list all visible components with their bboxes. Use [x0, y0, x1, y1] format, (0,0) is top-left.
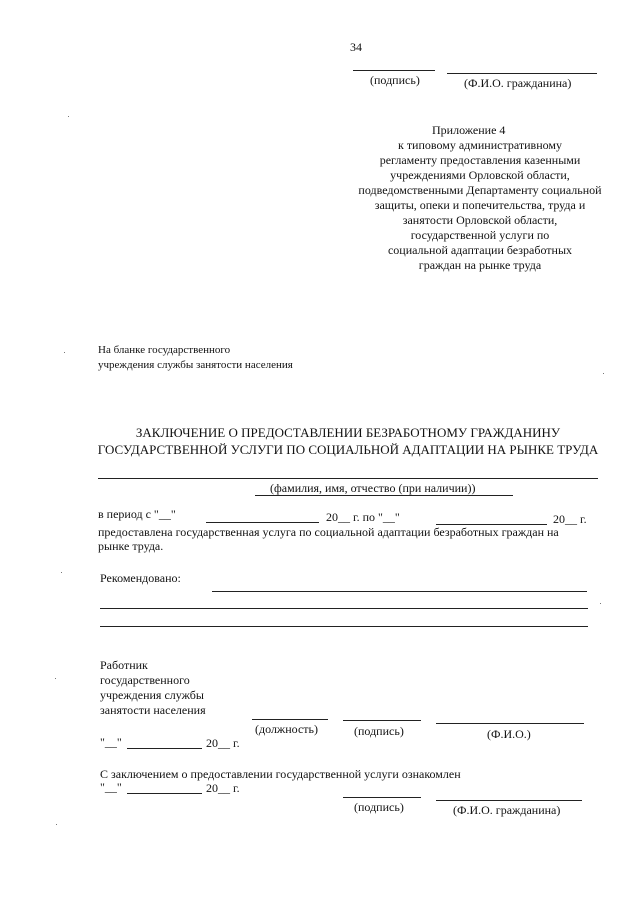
appendix-line: подведомственными Департаменту социальной: [358, 183, 602, 197]
worker-line: Работник: [100, 658, 148, 672]
period-prefix: в период с "__": [98, 507, 176, 521]
acquaintance-date-year: 20__ г.: [206, 781, 240, 795]
recommended-label: Рекомендовано:: [100, 571, 181, 585]
worker-signature-caption: (подпись): [354, 724, 404, 738]
worker-name-line: [436, 723, 584, 724]
title-line: ГОСУДАРСТВЕННОЙ УСЛУГИ ПО СОЦИАЛЬНОЙ АДАПТАЦИИ НА РЫНКЕ ТРУДА: [97, 442, 599, 457]
acquaintance-date-prefix: "__": [100, 780, 122, 794]
worker-line: учреждения службы: [100, 688, 204, 702]
scan-speck: [55, 678, 56, 679]
scan-speck: [603, 373, 604, 374]
worker-name-caption: (Ф.И.О.): [487, 727, 531, 741]
position-line: [252, 719, 328, 720]
scan-speck: [600, 603, 601, 604]
appendix-title: Приложение 4: [432, 123, 506, 137]
name-line: [447, 73, 597, 74]
scan-speck: [61, 572, 62, 573]
appendix-line: учреждениями Орловской области,: [390, 168, 570, 182]
appendix-line: регламенту предоставления казенными: [379, 153, 581, 167]
appendix-line: социальной адаптации безработных: [387, 243, 573, 257]
appendix-line: государственной услуги по: [410, 228, 550, 242]
worker-block: [100, 658, 206, 718]
appendix-line: занятости Орловской области,: [402, 213, 558, 227]
worker-line: государственного: [100, 673, 190, 687]
blank-note: [98, 343, 293, 373]
period-month-from-line: [206, 522, 319, 523]
signature-caption: (подпись): [370, 73, 420, 87]
worker-date-year: 20__ г.: [206, 736, 240, 750]
position-caption: (должность): [255, 722, 318, 736]
fio-caption: (фамилия, имя, отчество (при наличии)): [270, 481, 476, 495]
scan-speck: [64, 352, 65, 353]
period-year-from: 20__ г. по "__": [326, 510, 400, 524]
appendix-line: защиты, опеки и попечительства, труда и: [374, 198, 586, 212]
appendix-line: к типовому административному: [397, 138, 562, 152]
worker-line: занятости населения: [100, 703, 206, 717]
appendix-line: граждан на рынке труда: [418, 258, 542, 272]
acquaintance-signature-caption: (подпись): [354, 800, 404, 814]
recommended-line: [100, 626, 588, 627]
scan-speck: [68, 116, 69, 117]
blank-note-line: На бланке государственного: [98, 344, 231, 356]
worker-signature-line: [343, 720, 421, 721]
appendix-text: [340, 138, 620, 273]
worker-date-prefix: "__": [100, 735, 122, 749]
acquaintance-name-caption: (Ф.И.О. гражданина): [453, 803, 561, 817]
acquaintance-signature-line: [343, 797, 421, 798]
title-line: ЗАКЛЮЧЕНИЕ О ПРЕДОСТАВЛЕНИИ БЕЗРАБОТНОМУ ГРАЖДАНИНУ: [135, 425, 561, 440]
period-text-line: рынке труда.: [98, 539, 164, 553]
document-title: [88, 424, 608, 458]
period-text-line: предоставлена государственная услуга по социальной адаптации безработных граждан на: [98, 525, 559, 539]
acquaintance-name-line: [436, 800, 582, 801]
worker-date-month-line: [127, 748, 202, 749]
fio-caption-underline: [255, 495, 513, 496]
recommended-line: [212, 591, 587, 592]
acquaintance-date-month-line: [127, 793, 202, 794]
name-caption: (Ф.И.О. гражданина): [464, 76, 572, 90]
blank-note-line: учреждения службы занятости населения: [98, 359, 293, 371]
period-year-to: 20__ г.: [553, 512, 587, 526]
acquaintance-text: С заключением о предоставлении государственной услуги ознакомлен: [100, 767, 461, 781]
recommended-line: [100, 608, 588, 609]
signature-line: [353, 70, 435, 71]
fio-line: [98, 478, 598, 479]
scan-speck: [56, 824, 57, 825]
page-number: 34: [350, 40, 362, 54]
